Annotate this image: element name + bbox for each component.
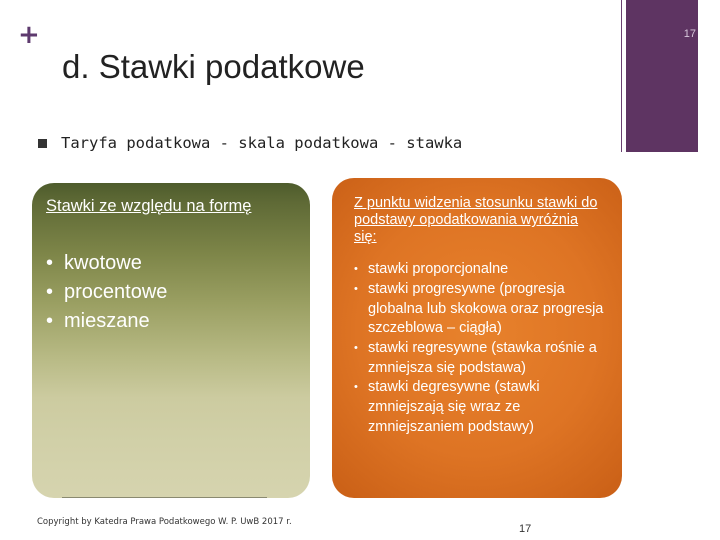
- bullet-dot-icon: •: [354, 263, 358, 275]
- list-item: [354, 260, 604, 280]
- bullet-dot-icon: •: [354, 381, 358, 394]
- intro-bullet-text: Taryfa podatkowa - skala podatkowa - stawka: [61, 134, 463, 152]
- left-box-baseline: [62, 497, 267, 498]
- slide-title: d. Stawki podatkowe: [62, 48, 365, 85]
- rates-by-base-box: [332, 178, 622, 498]
- bullet-dot-icon: •: [46, 252, 54, 274]
- page-number-top: 17: [683, 28, 696, 40]
- accent-bar: [626, 0, 698, 152]
- list-item-label: stawki proporcjonalne: [368, 261, 509, 277]
- list-item: [46, 307, 167, 336]
- rates-by-form-box: [32, 183, 310, 498]
- rates-by-base-list: [354, 260, 604, 438]
- bullet-dot-icon: •: [354, 282, 358, 295]
- rates-by-form-list: [46, 249, 167, 336]
- plus-icon: +: [18, 20, 40, 50]
- copyright-notice: Copyright by Katedra Prawa Podatkowego W. P. UwB 2017 r.: [37, 517, 292, 527]
- list-item-label: stawki regresywne (stawka rośnie a zmniejsza się podstawa): [368, 339, 597, 376]
- list-item: [354, 378, 604, 437]
- rates-by-base-heading: Z punktu widzenia stosunku stawki do podstawy opodatkowania wyróżnia się:: [354, 195, 598, 246]
- square-bullet-icon: [38, 139, 47, 148]
- list-item: [354, 339, 604, 378]
- intro-bullet: [38, 134, 462, 152]
- page-number-bottom: 17: [519, 523, 532, 535]
- list-item-label: stawki progresywne (progresja globalna lub skokowa oraz progresja szczeblowa – ciągła): [368, 280, 604, 337]
- rates-by-form-heading: Stawki ze względu na formę: [46, 197, 252, 215]
- list-item-label: kwotowe: [64, 252, 142, 274]
- list-item-label: stawki degresywne (stawki zmniejszają się wraz ze zmniejszaniem podstawy): [368, 379, 540, 435]
- list-item-label: procentowe: [64, 281, 168, 303]
- list-item: [46, 249, 167, 278]
- bullet-dot-icon: •: [354, 341, 358, 354]
- list-item-label: mieszane: [64, 310, 150, 332]
- accent-divider-line: [621, 0, 622, 152]
- bullet-dot-icon: •: [46, 281, 54, 303]
- bullet-dot-icon: •: [46, 310, 54, 332]
- list-item: [354, 280, 604, 339]
- list-item: [46, 278, 167, 307]
